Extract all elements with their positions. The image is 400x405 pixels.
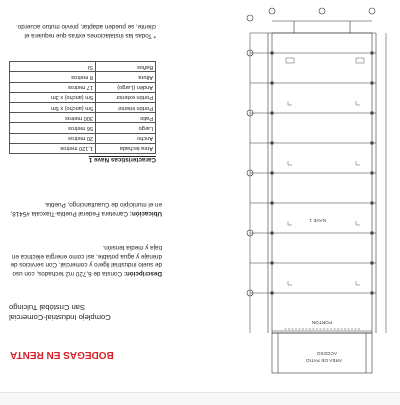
description-label: Descripción:: [123, 270, 162, 277]
plan-nave-label: NAVE 1: [309, 218, 326, 223]
feature-value: Sí: [10, 62, 96, 72]
feature-value: 1,120 metros: [10, 143, 96, 153]
table-row: [10, 72, 156, 82]
table-row: [10, 123, 156, 133]
floor-plan: [218, 0, 400, 393]
plan-porton-label: PORTÓN: [311, 320, 332, 325]
page-title: BODEGAS EN RENTA: [10, 349, 114, 360]
feature-value: 20 metros: [10, 133, 96, 143]
feature-value: 300 metros: [10, 113, 96, 123]
table-row: [10, 133, 156, 143]
location-text: Carretera Federal Puebla-Tlaxcala #5418, en el municipio de Cuautlancingo, Puebla.: [10, 201, 162, 217]
floor-plan-drawing: [218, 0, 400, 393]
table-row: [10, 103, 156, 113]
feature-label: Altura: [96, 72, 156, 82]
features-table: [9, 61, 156, 154]
feature-label: Portón interior: [96, 103, 156, 113]
table-row: [10, 82, 156, 92]
feature-label: Ancho: [96, 133, 156, 143]
feature-value: 17 metros: [10, 82, 96, 92]
features-title: Características Nave 1: [88, 156, 156, 163]
feature-value: 5m (ancho) x 3m: [10, 92, 96, 102]
table-row: [10, 143, 156, 153]
page-header-bar: [0, 392, 400, 405]
feature-label: Área techada: [96, 143, 156, 153]
feature-label: Andén (Largo): [96, 82, 156, 92]
feature-label: Portón exterior: [96, 92, 156, 102]
description-block: [7, 243, 162, 277]
location-label: Ubicación:: [129, 210, 162, 217]
location-block: [7, 200, 162, 217]
property-name-line2: San Cristóbal Tulcingo: [9, 303, 85, 312]
table-row: [10, 62, 156, 72]
property-name: [9, 302, 164, 322]
feature-value: 8 metros: [10, 72, 96, 82]
feature-label: Patio: [96, 113, 156, 123]
feature-value: 56 metros: [10, 123, 96, 133]
feature-label: Largo: [96, 123, 156, 133]
property-name-line1: Complejo Industrial-Comercial: [9, 313, 111, 322]
footnote: * Todas las instalaciones extras que requiera el cliente, se pueden adaptar, previo mutuo acuerdo.: [15, 23, 156, 39]
feature-value: 5m (ancho) x 5m: [10, 103, 96, 113]
plan-patio-line1: ÁREA DE PATIO: [305, 358, 342, 363]
plan-patio-line2: ACCESO: [316, 351, 337, 356]
table-row: [10, 113, 156, 123]
feature-label: Baños: [96, 62, 156, 72]
description-text: Consta de 6,720 m2 techados, con uso de suelo industrial ligero y comercial. Con servicios de drenaje y agua potable, así como energía eléctrica en baja y media tensión.: [10, 244, 162, 277]
table-row: [10, 92, 156, 102]
